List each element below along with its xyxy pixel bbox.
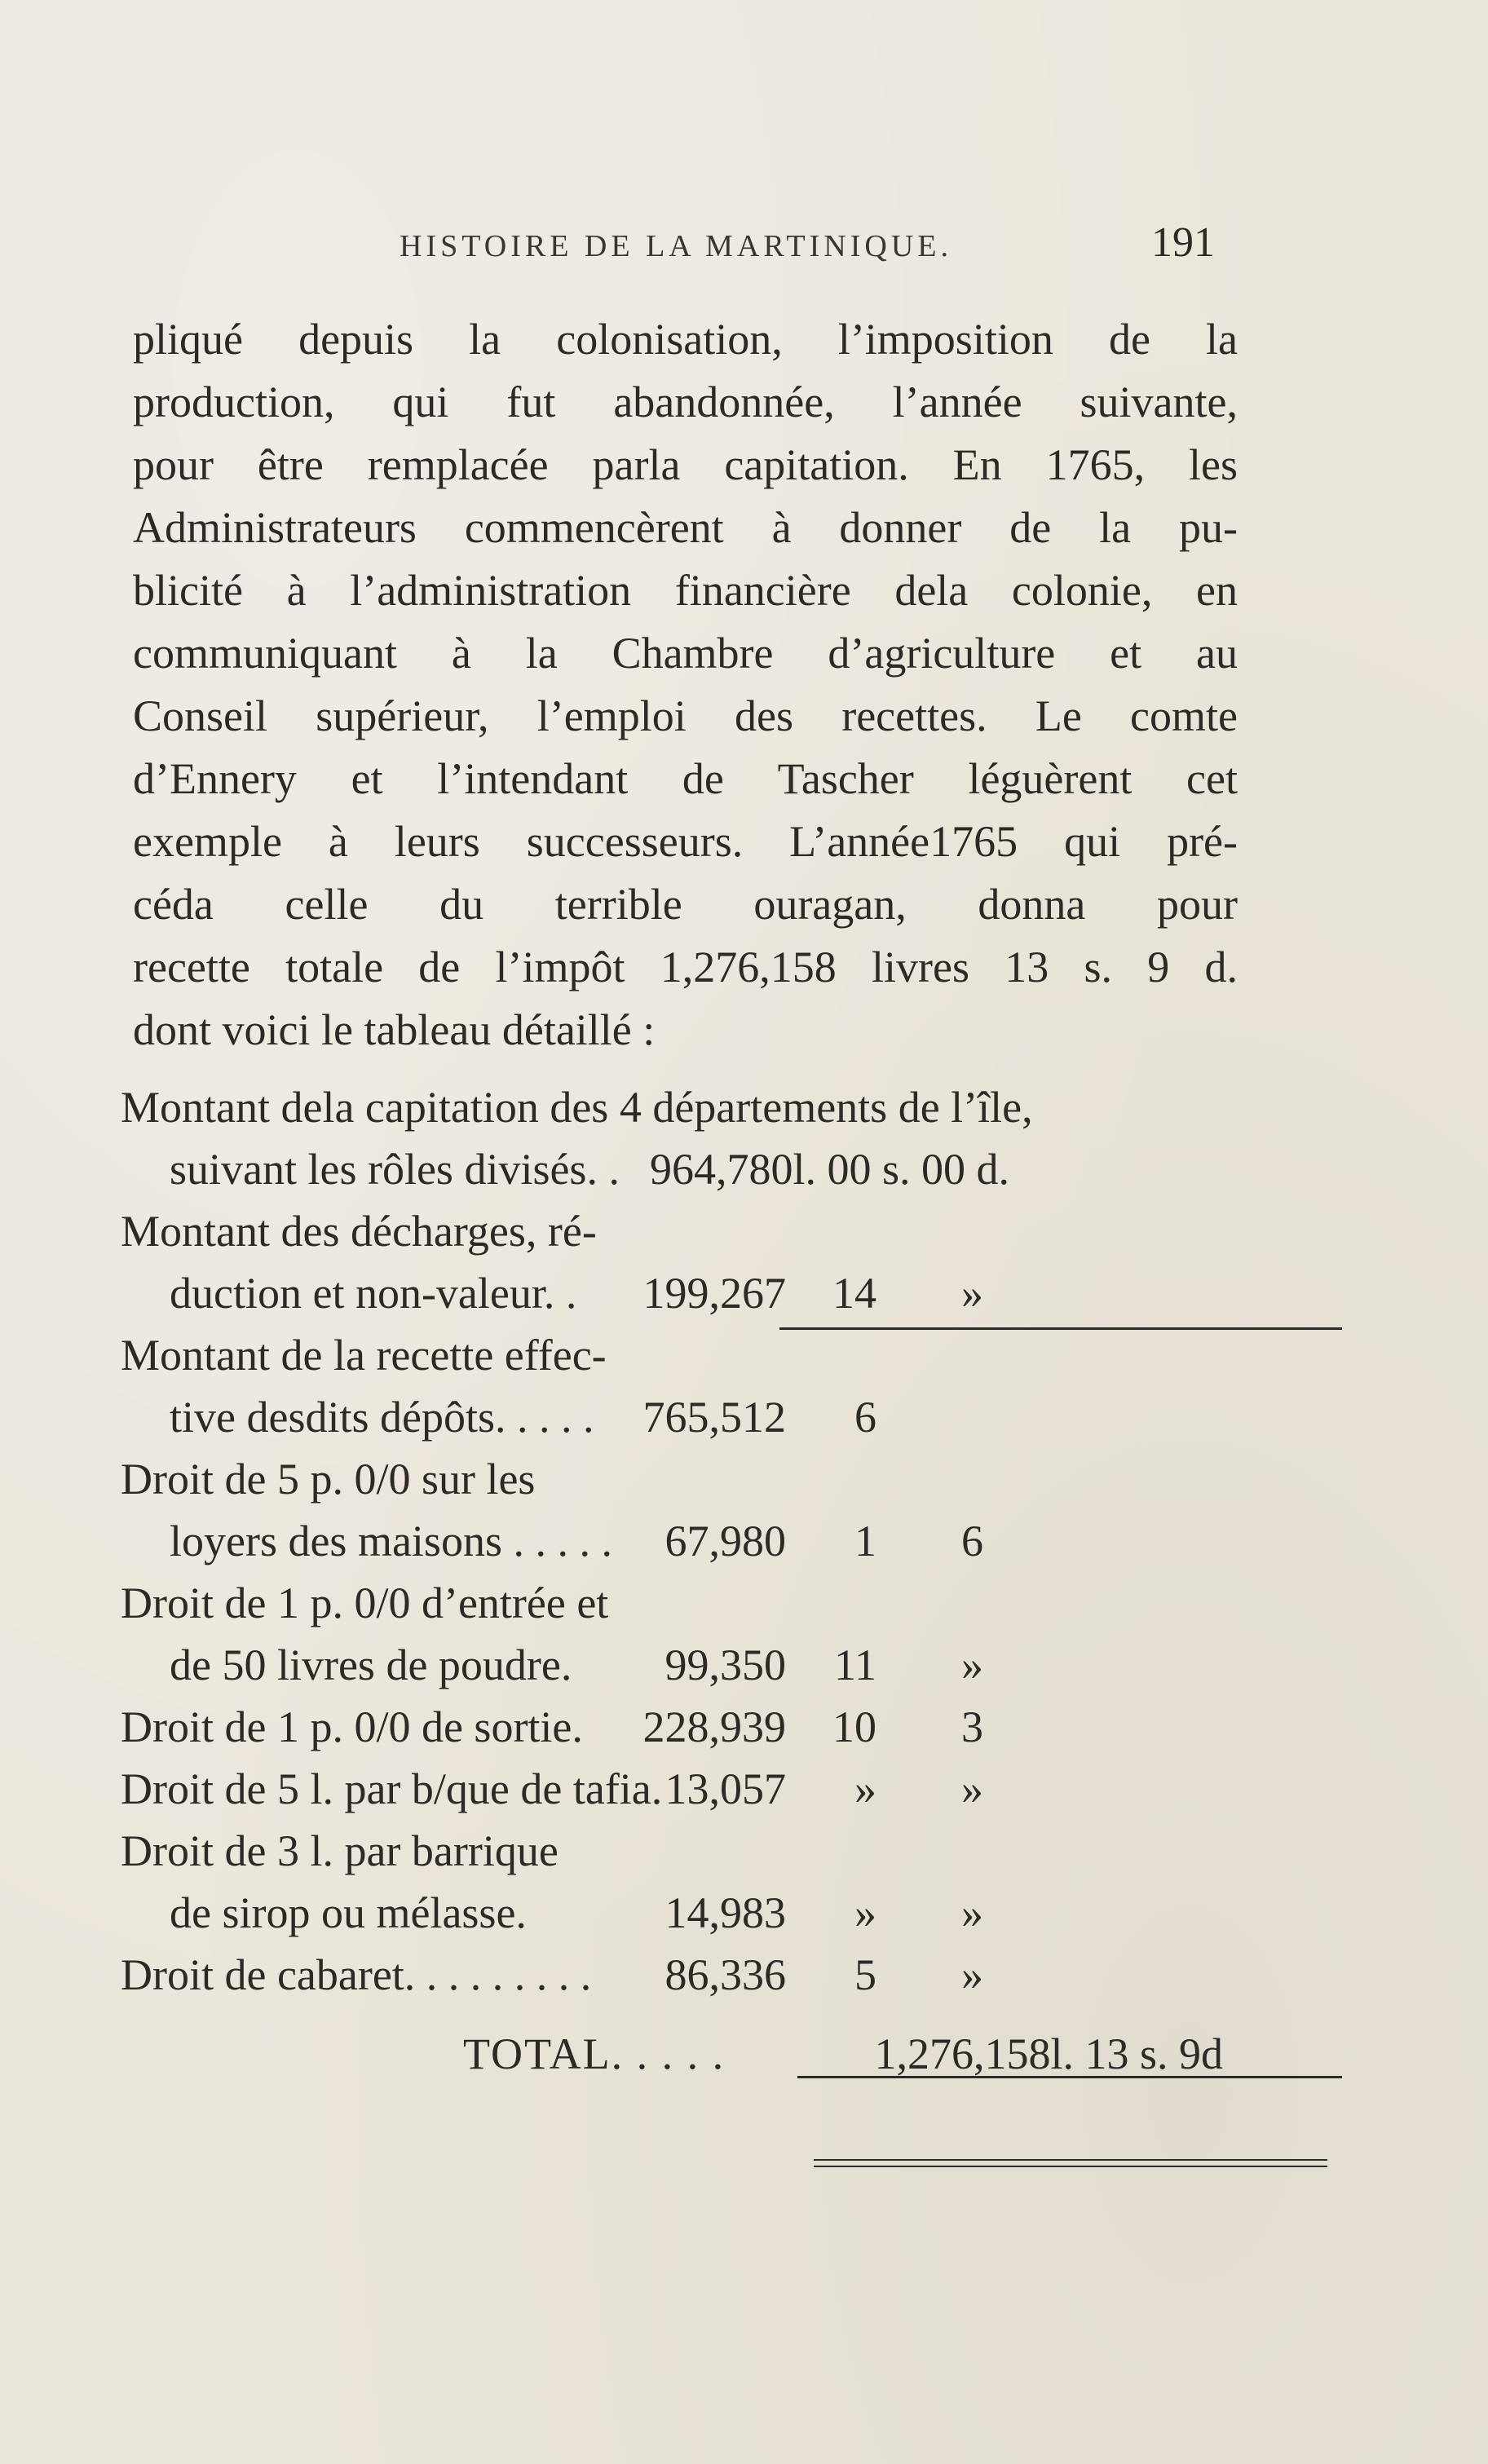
livres-cell: 67,980 bbox=[665, 1517, 786, 1565]
table-row bbox=[121, 1758, 1238, 1820]
row-label: de sirop ou mélasse. bbox=[170, 1888, 527, 1937]
deniers-cell: » bbox=[961, 1269, 983, 1318]
deniers-cell: 3 bbox=[961, 1702, 983, 1751]
paragraph-line: recette totale de l’impôt 1,276,158 livres 13 s. 9 d. bbox=[133, 943, 1238, 991]
total-label: TOTAL. . . . . bbox=[463, 2029, 726, 2078]
row-label: Montant des décharges, ré- bbox=[121, 1207, 597, 1256]
deniers-cell: 6 bbox=[961, 1517, 983, 1565]
sols-cell: 5 bbox=[854, 1950, 876, 1999]
table-row bbox=[121, 1882, 1238, 1944]
table-row bbox=[121, 1200, 1238, 1262]
total-value: 1,276,158l. 13 s. 9d bbox=[874, 2029, 1223, 2078]
row-label: Droit de 5 p. 0/0 sur les bbox=[121, 1455, 536, 1504]
sols-cell: 11 bbox=[834, 1640, 876, 1689]
paragraph-line: Conseil supérieur, l’emploi des recettes. Le comte bbox=[133, 691, 1238, 740]
revenue-table bbox=[121, 1076, 1238, 2091]
sols-cell: » bbox=[854, 1764, 876, 1813]
total-row bbox=[121, 2017, 1238, 2091]
livres-cell: 13,057 bbox=[665, 1764, 786, 1813]
table-row bbox=[121, 1448, 1238, 1510]
paragraph-line: Administrateurs commencèrent à donner de la pu- bbox=[133, 503, 1238, 552]
table-row bbox=[121, 1820, 1238, 1882]
row-label: loyers des maisons . . . . . bbox=[170, 1517, 612, 1565]
table-row bbox=[121, 1510, 1238, 1572]
paragraph-line: communiquant à la Chambre d’agriculture et au bbox=[133, 629, 1238, 678]
sols-cell: 1 bbox=[854, 1517, 876, 1565]
sols-cell: 14 bbox=[832, 1269, 876, 1318]
running-head: HISTOIRE DE LA MARTINIQUE. bbox=[400, 229, 952, 263]
row-label: Droit de 1 p. 0/0 de sortie. bbox=[121, 1702, 583, 1751]
sols-cell: » bbox=[854, 1888, 876, 1937]
table-row bbox=[121, 1386, 1238, 1448]
page-number: 191 bbox=[1151, 219, 1215, 266]
deniers-cell: » bbox=[961, 1764, 983, 1813]
paragraph-line: dont voici le tableau détaillé : bbox=[133, 1005, 656, 1054]
table-row bbox=[121, 1076, 1238, 1138]
livres-cell: 765,512 bbox=[642, 1393, 786, 1442]
table-row bbox=[121, 1696, 1238, 1758]
paragraph-line: blicité à l’administration financière dela colonie, en bbox=[133, 566, 1238, 615]
row-label: Montant de la recette effec- bbox=[121, 1331, 607, 1380]
paragraph-line: exemple à leurs successeurs. L’année1765 qui pré- bbox=[133, 817, 1238, 866]
table-row bbox=[121, 1572, 1238, 1634]
sols-cell: 6 bbox=[854, 1393, 876, 1442]
paragraph-line: d’Ennery et l’intendant de Tascher léguèrent cet bbox=[133, 754, 1238, 803]
row-label: Droit de 5 l. par b/que de tafia. bbox=[121, 1764, 663, 1813]
row-label: de 50 livres de poudre. bbox=[170, 1640, 572, 1689]
paragraph-line: céda celle du terrible ouragan, donna pour bbox=[133, 880, 1238, 929]
table-row bbox=[121, 1944, 1238, 2006]
sols-cell: 10 bbox=[832, 1702, 876, 1751]
deniers-cell: » bbox=[961, 1950, 983, 1999]
paragraph-line: pour être remplacée parla capitation. En 1765, les bbox=[133, 440, 1238, 489]
row-label: Droit de 1 p. 0/0 d’entrée et bbox=[121, 1579, 609, 1627]
row-label: Droit de 3 l. par barrique bbox=[121, 1826, 559, 1875]
table-row bbox=[121, 1634, 1238, 1696]
livres-cell: 99,350 bbox=[665, 1640, 786, 1689]
paragraph-line: production, qui fut abandonnée, l’année suivante, bbox=[133, 378, 1238, 426]
deniers-cell: » bbox=[961, 1888, 983, 1937]
row-label: tive desdits dépôts. . . . . bbox=[170, 1393, 594, 1442]
deniers-cell: » bbox=[961, 1640, 983, 1689]
body-paragraph bbox=[133, 308, 1238, 1062]
row-label: suivant les rôles divisés. . bbox=[170, 1145, 620, 1194]
row-label: duction et non-valeur. . bbox=[170, 1269, 577, 1318]
livres-cell: 86,336 bbox=[665, 1950, 786, 1999]
amount-cell: 964,780l. 00 s. 00 d. bbox=[649, 1145, 1009, 1194]
table-row bbox=[121, 1262, 1238, 1324]
table-row bbox=[121, 1324, 1238, 1386]
row-label: Montant dela capitation des 4 départements de l’île, bbox=[121, 1083, 1033, 1132]
table-row bbox=[121, 1138, 1238, 1200]
livres-cell: 199,267 bbox=[642, 1269, 786, 1318]
double-rule bbox=[814, 2159, 1327, 2167]
row-label: Droit de cabaret. . . . . . . . . bbox=[121, 1950, 592, 1999]
livres-cell: 14,983 bbox=[665, 1888, 786, 1937]
paragraph-line: pliqué depuis la colonisation, l’imposition de la bbox=[133, 315, 1238, 364]
livres-cell: 228,939 bbox=[642, 1702, 786, 1751]
